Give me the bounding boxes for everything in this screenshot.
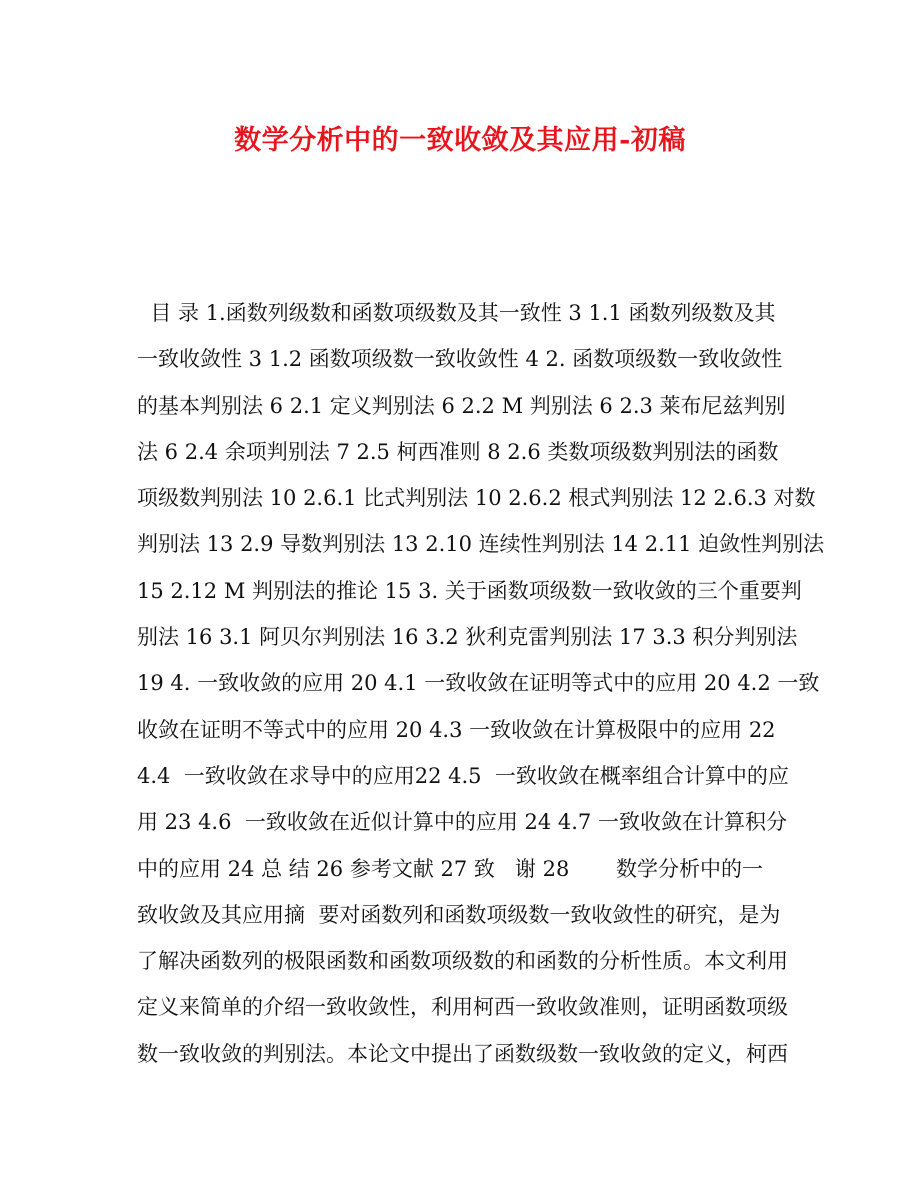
document-title: 数学分析中的一致收敛及其应用-初稿 <box>234 125 686 156</box>
text-line: 定义来简单的介绍一致收敛性，利用柯西一致收敛准则，证明函数项级 <box>137 995 788 1020</box>
text-line: 一致收敛性 3 1.2 函数项级数一致收敛性 4 2. 函数项级数一致收敛性 <box>137 347 783 372</box>
text-line: 数一致收敛的判别法。本论文中提出了函数级数一致收敛的定义，柯西 <box>137 1041 788 1066</box>
text-line: 判别法 13 2.9 导数判别法 13 2.10 连续性判别法 14 2.11 迫敛性判别法 <box>137 532 825 557</box>
document-body <box>137 297 825 1084</box>
text-line: 19 4. 一致收敛的应用 20 4.1 一致收敛在证明等式中的应用 20 4.2 一致 <box>137 671 820 696</box>
text-line: 别法 16 3.1 阿贝尔判别法 16 3.2 狄利克雷判别法 17 3.3 积分判别法 <box>137 625 798 650</box>
text-line: 中的应用 24 总 结 26 参考文献 27 致 谢 28 数学分析中的一 <box>137 856 764 881</box>
text-line: 4.4 一致收敛在求导中的应用22 4.5 一致收敛在概率组合计算中的应 <box>137 763 789 788</box>
text-line: 15 2.12 M 判别法的推论 15 3. 关于函数项级数一致收敛的三个重要判 <box>137 578 802 603</box>
text-line: 致收敛及其应用摘 要对函数列和函数项级数一致收敛性的研究，是为 <box>137 902 781 927</box>
text-line: 法 6 2.4 余项判别法 7 2.5 柯西准则 8 2.6 类数项级数判别法的函数 <box>137 439 779 464</box>
text-line: 目 录 1.函数列级数和函数项级数及其一致性 3 1.1 函数列级数及其 <box>137 301 776 325</box>
text-line: 用 23 4.6 一致收敛在近似计算中的应用 24 4.7 一致收敛在计算积分 <box>137 810 787 835</box>
text-line: 了解决函数列的极限函数和函数项级数的和函数的分析性质。本文利用 <box>137 949 788 974</box>
text-line: 收敛在证明不等式中的应用 20 4.3 一致收敛在计算极限中的应用 22 <box>137 717 776 742</box>
text-line: 的基本判别法 6 2.1 定义判别法 6 2.2 M 判别法 6 2.3 莱布尼兹判别 <box>137 393 786 418</box>
text-line: 项级数判别法 10 2.6.1 比式判别法 10 2.6.2 根式判别法 12 2.6.3 对数 <box>137 486 816 511</box>
